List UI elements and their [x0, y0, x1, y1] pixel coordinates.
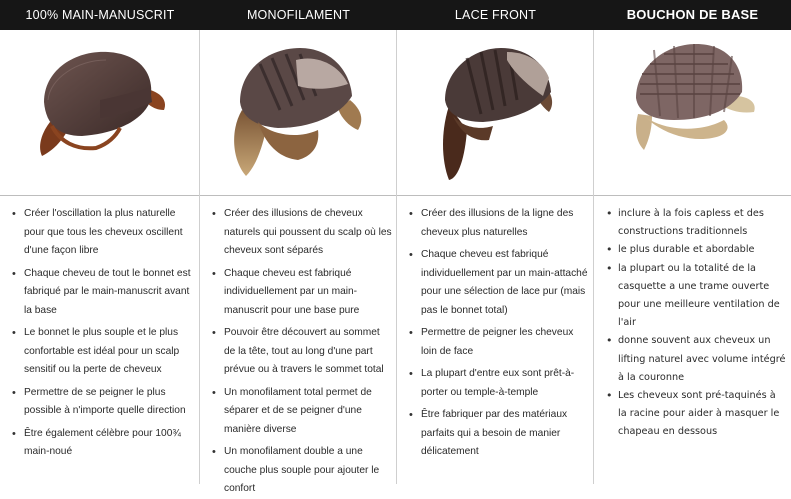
- column-hand-tied: [0, 30, 200, 484]
- feature-item: • Un monofilament total permet de séparer et de se peigner d'une manière diverse: [212, 384, 392, 440]
- feature-item: • Les cheveux sont pré-taquinés à la racine pour aider à masquer le chapeau en dessous: [606, 387, 787, 442]
- feature-item: • La plupart d'entre eux sont prêt-à-porter ou temple-à-temple: [409, 365, 589, 402]
- feature-item: • Un monofilament double a une couche plus souple pour ajouter le confort: [212, 443, 392, 499]
- feature-item: • la plupart ou la totalité de la casquette a une trame ouverte pour une meilleure ventilation de l'air: [606, 260, 787, 333]
- header-lace-front: LACE FRONT: [454, 8, 537, 22]
- feature-item: • Créer des illusions de cheveux naturels qui poussent du scalp où les cheveux sont séparés: [212, 205, 392, 261]
- feature-item: • Permettre de se peigner le plus possible à n'importe quelle direction: [12, 384, 195, 421]
- column-monofilament: [200, 30, 397, 494]
- wig-lace-front-image: [397, 30, 593, 196]
- column-basic-cap: [594, 30, 791, 484]
- feature-item: • Chaque cheveu de tout le bonnet est fabriqué par le main-manuscrit avant la base: [12, 265, 195, 321]
- header-monofilament: MONOFILAMENT: [246, 8, 351, 22]
- header-basic-cap: BOUCHON DE BASE: [626, 7, 759, 22]
- feature-item: • Le bonnet le plus souple et le plus confortable est idéal pour un scalp sensitif ou la perte de cheveux: [12, 324, 195, 380]
- column-lace-front: [397, 30, 594, 484]
- feature-item: • Créer des illusions de la ligne des cheveux plus naturelles: [409, 205, 589, 242]
- wig-monofilament-image: [200, 30, 396, 196]
- feature-item: • donne souvent aux cheveux un lifting naturel avec volume intégré à la couronne: [606, 332, 787, 387]
- wig-basic-cap-image: [594, 30, 791, 196]
- feature-item: • Chaque cheveu est fabriqué individuellement par un main-manuscrit pour une base pure: [212, 265, 392, 321]
- feature-item: • Être fabriquer par des matériaux parfaits qui a besoin de manier délicatement: [409, 406, 589, 462]
- basic-cap-features: [594, 196, 791, 442]
- wig-hand-tied-image: [0, 30, 199, 196]
- lace-front-features: [397, 196, 593, 462]
- feature-item: • le plus durable et abordable: [606, 241, 787, 259]
- header-hand-tied: 100% MAIN-MANUSCRIT: [25, 8, 175, 22]
- feature-item: • Chaque cheveu est fabriqué individuellement par un main-attaché pour une sélection de lace pur (mais pas le bonnet total): [409, 246, 589, 320]
- header-row: [0, 0, 791, 30]
- monofilament-features: [200, 196, 396, 499]
- feature-item: • Créer l'oscillation la plus naturelle pour que tous les cheveux oscillent d'une façon libre: [12, 205, 195, 261]
- feature-item: • Être également célèbre pour 100¾ main-noué: [12, 425, 195, 462]
- hand-tied-features: [0, 196, 199, 462]
- feature-item: • Pouvoir être découvert au sommet de la tête, tout au long d'une part prévue ou à travers le sommet total: [212, 324, 392, 380]
- feature-item: • Permettre de peigner les cheveux loin de face: [409, 324, 589, 361]
- feature-item: • inclure à la fois capless et des constructions traditionnels: [606, 205, 787, 241]
